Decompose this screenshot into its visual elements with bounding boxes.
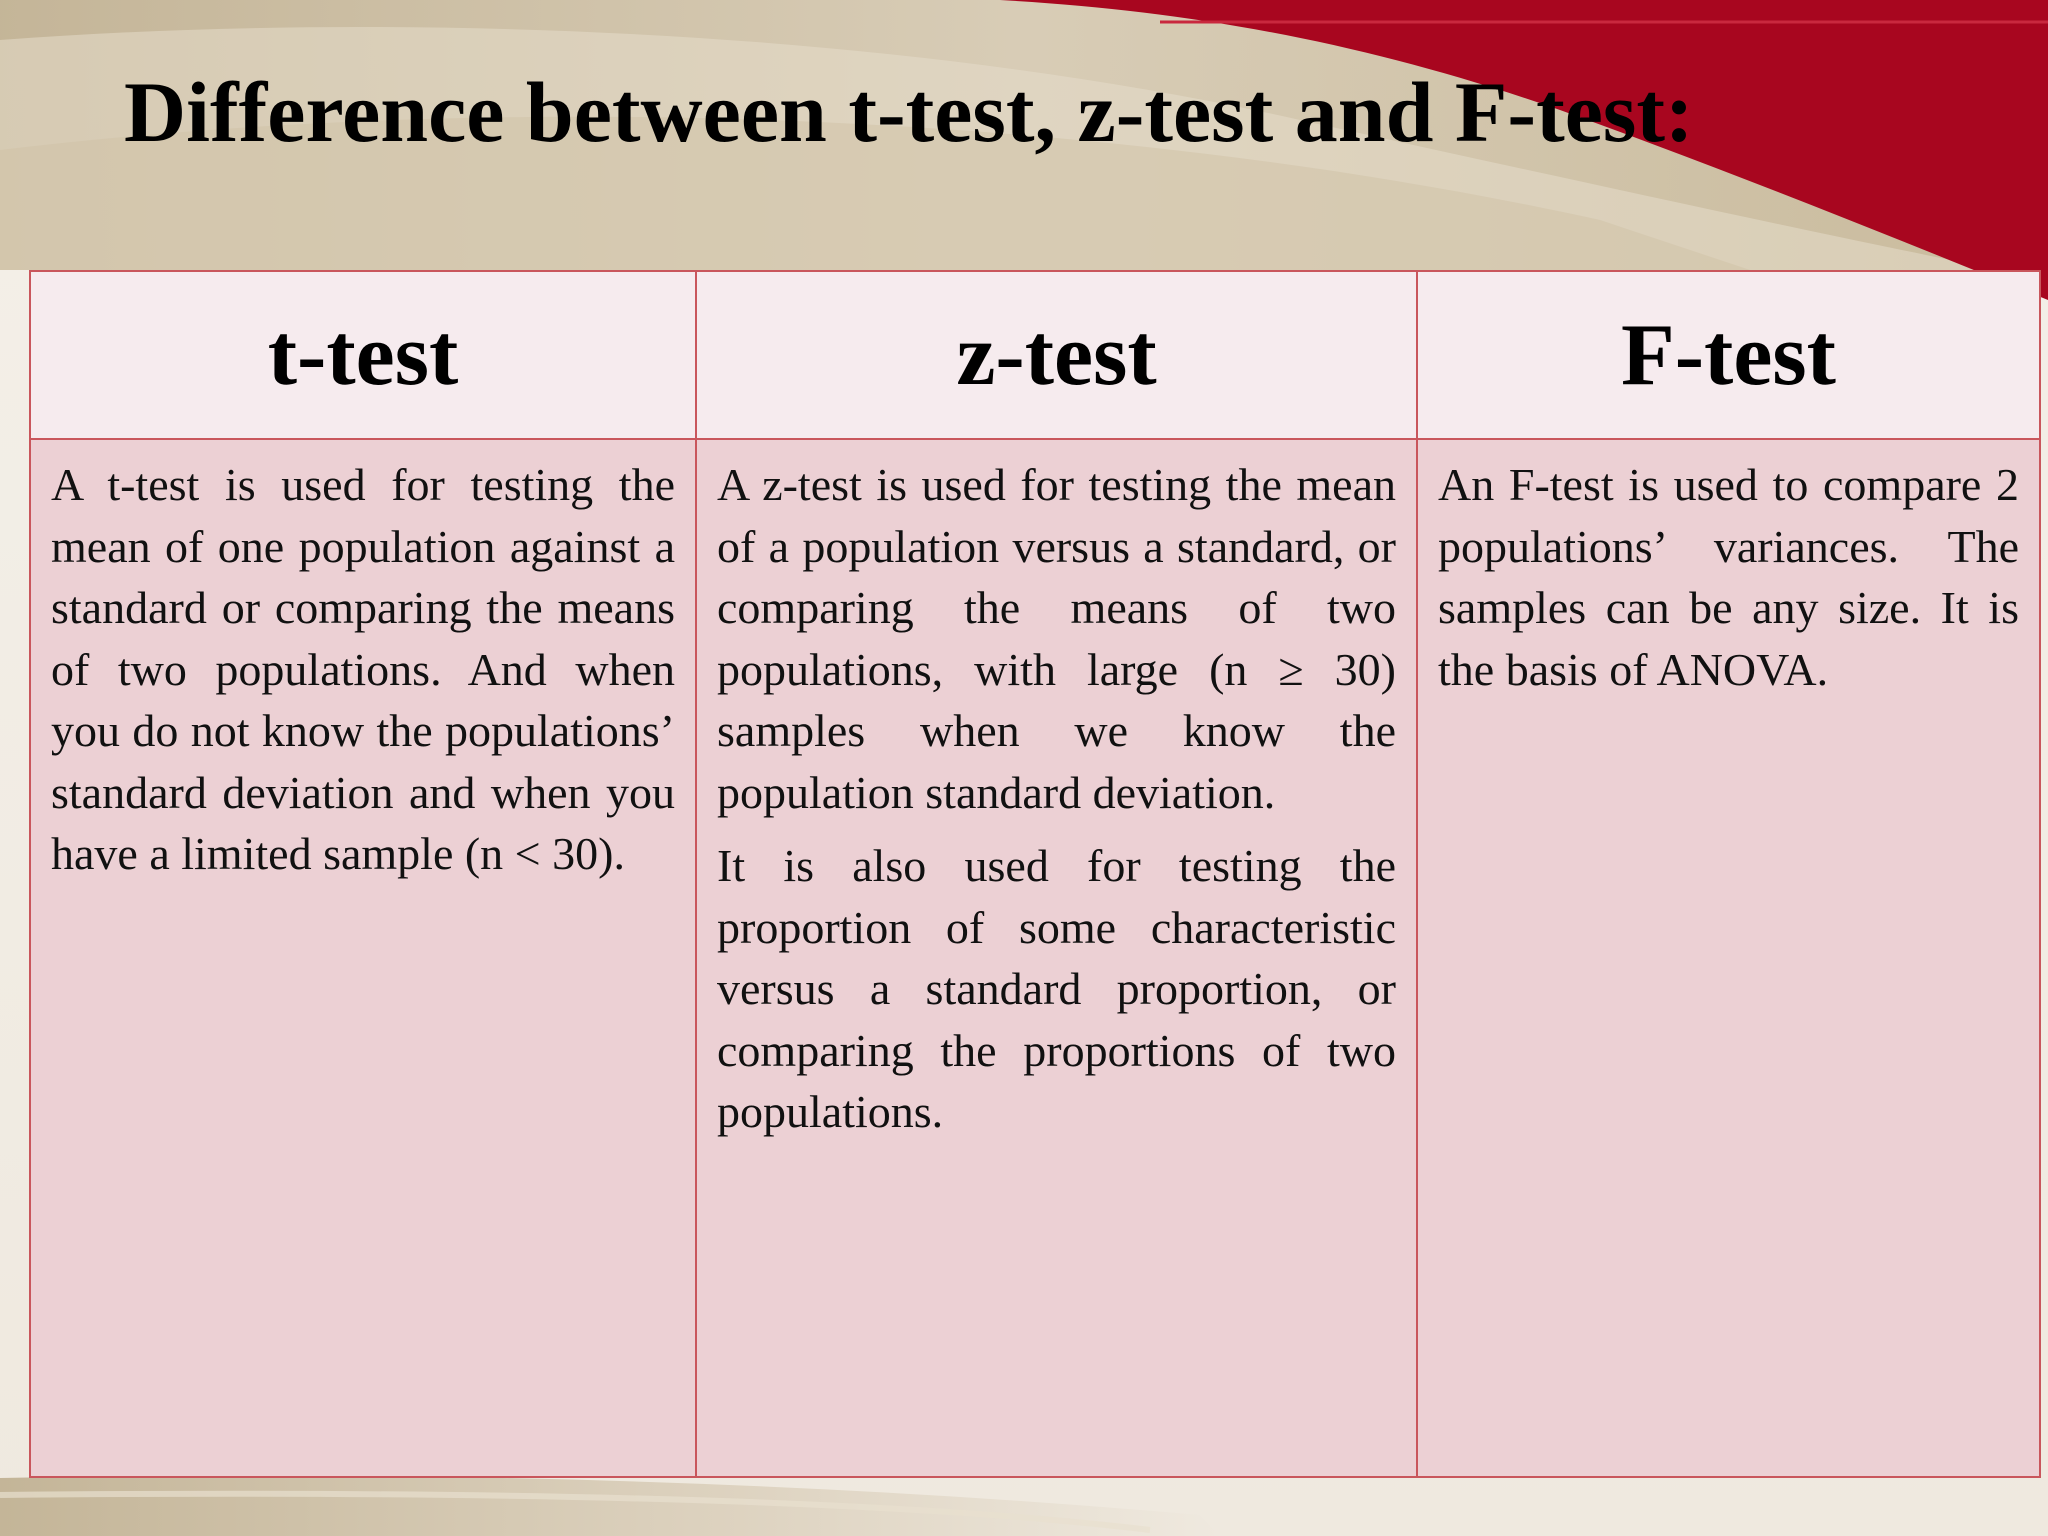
comparison-table: [29, 270, 2041, 1478]
t-test-description: A t-test is used for testing the mean of one population against a standard or comparing the means of two populations. And when you do not know the populations’ standard deviation and when you have a limited sample (n < 30).: [51, 459, 675, 879]
cell-f-test: [1417, 439, 2040, 1477]
header-f-test: F-test: [1417, 271, 2040, 439]
z-test-proportion-note: It is also used for testing the proportion of some characteristic versus a standard proportion, or comparing the proportions of two populations.: [717, 840, 1396, 1137]
z-test-description: A z-test is used for testing the mean of a population versus a standard, or comparing the means of two populations, with large (n ≥ 30) samples when we know the population standard deviation.: [717, 459, 1396, 818]
slide-title: Difference between t-test, z-test and F-test:: [124, 64, 1694, 160]
header-z-test: z-test: [696, 271, 1417, 439]
cell-z-test: [696, 439, 1417, 1477]
footer-swoosh: [0, 1475, 1220, 1536]
cell-t-test: [30, 439, 696, 1477]
body-row: [30, 439, 2040, 1477]
header-row: [30, 271, 2040, 439]
f-test-description: An F-test is used to compare 2 populations’ variances. The samples can be any size. It is the basis of ANOVA.: [1438, 459, 2019, 695]
header-t-test: t-test: [30, 271, 696, 439]
